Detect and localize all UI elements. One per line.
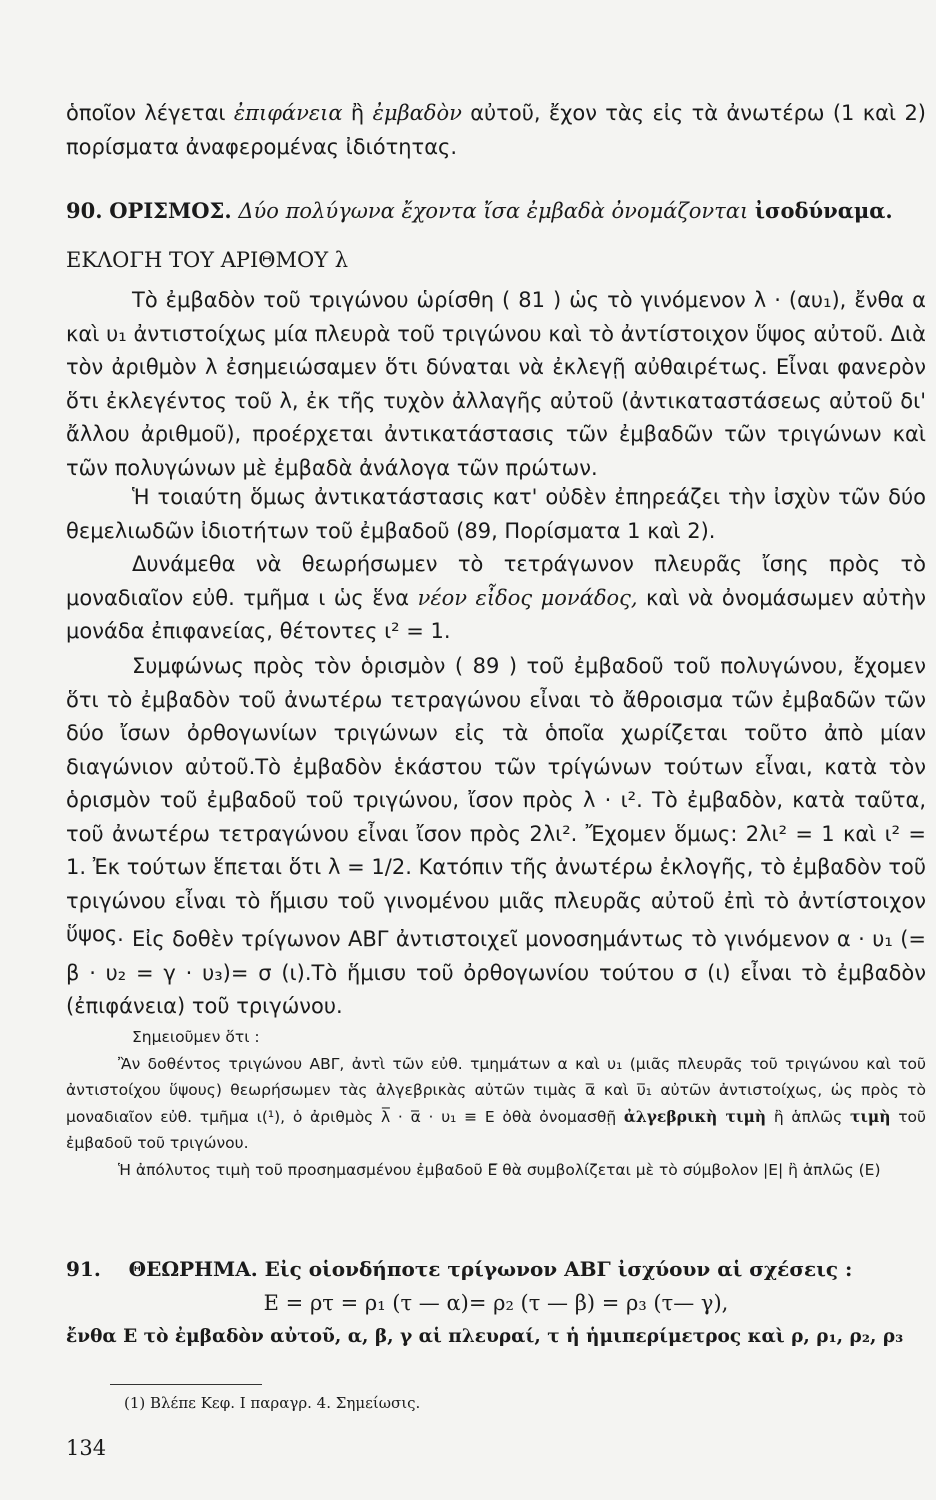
note-text-end: τοῦ ἐμβαδοῦ τοῦ τριγώνου. (66, 1107, 927, 1152)
note-text: Ἂν δοθέντος τριγώνου ΑΒΓ, ἀντὶ τῶν εὐθ. τμημάτων α καὶ υ₁ (μιᾶς πλευρᾶς τοῦ τριγώνου καὶ τοῦ ἀντιστοίχου ὕψους) θεωρήσωμεν τὰς ἀλγεβρικὰς αὐτῶν τιμὰς α̅ καὶ υ̅₁ αὐτῶν ἀντιστοίχως, ὡς πρὸς τὸ μοναδιαῖον εὐθ. τμῆμα ι(¹), ὁ ἀριθμὸς λ̅ · α̅ · υ₁ ≡ Ε ὀθὰ ὀνομασθῇ (66, 1054, 926, 1126)
definition-heading: ΟΡΙΣΜΟΣ. (109, 198, 232, 223)
intro-italic-term-2: ἐμβαδὸν (372, 101, 462, 125)
paragraph-3-text-end: καὶ νὰ ὀνομάσωμεν αὐτὴν μονάδα ἐπιφανείας, θέτοντες ι² = 1. (66, 585, 926, 643)
paragraph-2 (66, 481, 926, 548)
note-block (66, 1024, 926, 1183)
theorem-heading: ΘΕΩΡΗΜΑ. (128, 1257, 258, 1281)
paragraph-3-text: Δυνάμεθα νὰ θεωρήσωμεν τὸ τετράγωνον πλευρᾶς ἴσης πρὸς τὸ μοναδιαῖον εὐθ. τμῆμα ι ὡς ἕνα (66, 552, 926, 610)
definition-number: 90. (66, 198, 103, 223)
definition-90 (66, 194, 926, 229)
paragraph-4 (66, 650, 926, 952)
footnote-divider (110, 1384, 262, 1385)
theorem-where-clause: ἔνθα Ε τὸ ἐμβαδὸν αὐτοῦ, α, β, γ αἱ πλευραί, τ ἡ ἡμιπερίμετρος καὶ ρ, ρ₁, ρ₂, ρ₃ (66, 1326, 904, 1347)
paragraph-1-text: Τὸ ἐμβαδὸν τοῦ τριγώνου ὡρίσθη ( 81 ) ὡς τὸ γινόμενον λ · (αυ₁), ἔνθα α καὶ υ₁ ἀντιστοίχως μία πλευρὰ τοῦ τριγώνου καὶ τὸ ἀντίστοιχον ὕψος αὐτοῦ. Διὰ τὸν ἀριθμὸν λ ἐσημειώσαμεν ὅτι δύναται νὰ ἐκλεγῇ αὐθαιρέτως. Εἶναι φανερὸν ὅτι ἐκλεγέντος τοῦ λ, ἐκ τῆς τυχὸν ἀλλαγῆς αὐτοῦ (ἀντικαταστάσεως αὐτοῦ δι' ἄλλου ἀριθμοῦ), προέρχεται ἀντικατάστασις τῶν ἐμβαδῶν τῶν τριγώνων καὶ τῶν πολυγώνων μὲ ἐμβαδὰ ἀνάλογα τῶν πρώτων. (66, 288, 926, 480)
note-label: Σημειοῦμεν ὅτι : (132, 1028, 260, 1046)
section-title-text: ΕΚΛΟΓΗ ΤΟΥ ΑΡΙΘΜΟΥ λ (66, 248, 349, 272)
paragraph-4-text: Συμφώνως πρὸς τὸν ὁρισμὸν ( 89 ) τοῦ ἐμβαδοῦ τοῦ πολυγώνου, ἔχομεν ὅτι τὸ ἐμβαδὸν τοῦ ἀνωτέρω τετραγώνου εἶναι τὸ ἄθροισμα τῶν ἐμβαδῶν τῶν δύο ἴσων ὀρθογωνίων τριγώνων εἰς τὰ ὁποῖα χωρίζεται τοῦτο ἀπὸ μίαν διαγώνιον αὐτοῦ.Τὸ ἐμβαδὸν ἑκάστου τῶν τρίγώνων τούτων εἶναι, κατὰ τὸν ὁρισμὸν τοῦ ἐμβαδοῦ τοῦ τριγώνου, ἴσον πρὸς λ · ι². Τὸ ἐμβαδὸν, κατὰ ταῦτα, τοῦ ἀνωτέρω τετραγώνου εἶναι ἴσον πρὸς 2λι². Ἔχομεν ὅμως: 2λι² = 1 καὶ ι² = 1. Ἐκ τούτων ἕπεται ὅτι λ = 1/2. Κατόπιν τῆς ἀνωτέρω ἐκλογῆς, τὸ ἐμβαδὸν τοῦ τριγώνου εἶναι τὸ ἥμισυ τοῦ γινομένου μιᾶς πλευρᾶς αὐτοῦ ἐπὶ τὸ ἀντίστοιχον ὕψος. (66, 654, 926, 946)
intro-paragraph (66, 97, 926, 164)
note-absolute-value-text: Ἡ ἀπόλυτος τιμὴ τοῦ προσημασμένου ἐμβαδοῦ Ε̅ θὰ συμβολίζεται μὲ τὸ σύμβολον |Ε| ἢ ἁπλῶς (Ε) (118, 1160, 881, 1179)
intro-text-end: αὐτοῦ, ἔχον τὰς εἰς τὰ ἀνωτέρω (1 καὶ 2) πορίσματα ἀναφερομένας ἰδιότητας. (66, 101, 926, 159)
theorem-statement: Εἰς οἱονδήποτε τρίγωνον ΑΒΓ ἰσχύουν αἱ σχέσεις : (264, 1257, 853, 1281)
intro-text-mid: ἢ (342, 101, 373, 125)
paragraph-3 (66, 548, 926, 649)
theorem-91 (66, 1252, 926, 1354)
note-bold-term-2: τιμὴ (849, 1106, 891, 1126)
paragraph-5-text: Εἰς δοθὲν τρίγωνον ΑΒΓ ἀντιστοιχεῖ μονοσημάντως τὸ γινόμενον α · υ₁ (= β · υ₂ = γ · υ₃)= σ (ι).Τὸ ἥμισυ τοῦ ὀρθογωνίου τούτου σ (ι) εἶναι τὸ ἐμβαδὸν (ἐπιφάνεια) τοῦ τριγώνου. (66, 927, 926, 1018)
intro-italic-term-1: ἐπιφάνεια (233, 101, 343, 125)
definition-term: ἰσοδύναμα. (754, 198, 893, 223)
paragraph-1 (66, 284, 926, 485)
note-text-mid: ἢ ἁπλῶς (766, 1107, 850, 1126)
paragraph-2-text: Ἡ τοιαύτη ὅμως ἀντικατάστασις κατ' οὐδὲν ἐπηρεάζει τὴν ἰσχὺν τῶν δύο θεμελιωδῶν ἰδιοτήτων τοῦ ἐμβαδοῦ (89, Πορίσματα 1 καὶ 2). (66, 485, 926, 543)
theorem-number: 91. (66, 1257, 101, 1281)
theorem-formula: Ε = ρτ = ρ₁ (τ — α)= ρ₂ (τ — β) = ρ₃ (τ— γ), (263, 1291, 729, 1315)
paragraph-5 (66, 923, 926, 1024)
definition-text: Δύο πολύγωνα ἔχοντα ἴσα ἐμβαδὰ ὀνομάζονται (238, 199, 749, 223)
footnote: (1) Βλέπε Κεφ. Ι παραγρ. 4. Σημείωσις. (124, 1394, 421, 1412)
page-number: 134 (66, 1436, 107, 1460)
paragraph-3-italic: νέον εἶδος μονάδος, (417, 585, 638, 610)
note-bold-term-1: ἀλγεβρικὴ τιμὴ (623, 1106, 767, 1126)
section-title (66, 244, 926, 278)
intro-text: ὁποῖον λέγεται (66, 101, 234, 125)
